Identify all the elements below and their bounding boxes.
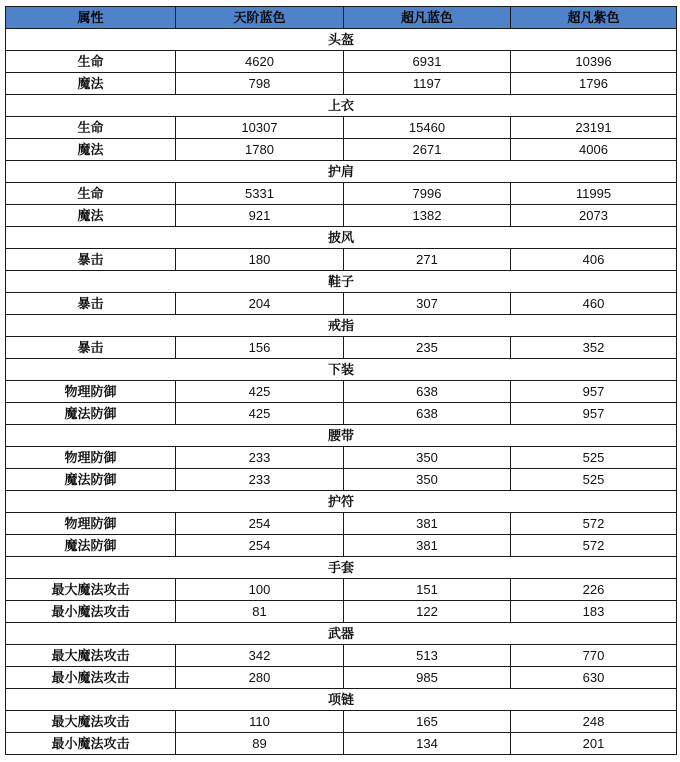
tianjie-blue-cell: 4620	[176, 51, 344, 73]
chaofan-purple-cell: 201	[511, 733, 677, 755]
section-title: 披风	[6, 227, 677, 249]
table-row	[6, 513, 677, 535]
table-row	[6, 337, 677, 359]
attribute-cell: 最小魔法攻击	[6, 733, 176, 755]
tianjie-blue-cell: 180	[176, 249, 344, 271]
chaofan-blue-cell: 235	[344, 337, 511, 359]
section-row	[6, 315, 677, 337]
chaofan-blue-cell: 350	[344, 447, 511, 469]
table-row	[6, 51, 677, 73]
chaofan-blue-cell: 307	[344, 293, 511, 315]
attribute-cell: 最小魔法攻击	[6, 667, 176, 689]
attribute-cell: 最大魔法攻击	[6, 711, 176, 733]
attribute-cell: 魔法防御	[6, 469, 176, 491]
chaofan-blue-cell: 638	[344, 381, 511, 403]
table-row	[6, 381, 677, 403]
table-row	[6, 469, 677, 491]
chaofan-purple-cell: 11995	[511, 183, 677, 205]
tianjie-blue-cell: 921	[176, 205, 344, 227]
attribute-cell: 物理防御	[6, 513, 176, 535]
tianjie-blue-cell: 798	[176, 73, 344, 95]
tianjie-blue-cell: 10307	[176, 117, 344, 139]
chaofan-purple-cell: 23191	[511, 117, 677, 139]
tianjie-blue-cell: 342	[176, 645, 344, 667]
section-row	[6, 359, 677, 381]
tianjie-blue-cell: 280	[176, 667, 344, 689]
table-row	[6, 535, 677, 557]
tianjie-blue-cell: 156	[176, 337, 344, 359]
table-row	[6, 711, 677, 733]
tianjie-blue-cell: 425	[176, 403, 344, 425]
chaofan-purple-cell: 352	[511, 337, 677, 359]
tianjie-blue-cell: 204	[176, 293, 344, 315]
chaofan-blue-cell: 350	[344, 469, 511, 491]
chaofan-blue-cell: 271	[344, 249, 511, 271]
chaofan-blue-cell: 381	[344, 535, 511, 557]
tianjie-blue-cell: 1780	[176, 139, 344, 161]
tianjie-blue-cell: 81	[176, 601, 344, 623]
chaofan-purple-cell: 10396	[511, 51, 677, 73]
attribute-cell: 暴击	[6, 249, 176, 271]
table-row	[6, 403, 677, 425]
table-row	[6, 579, 677, 601]
tianjie-blue-cell: 5331	[176, 183, 344, 205]
section-row	[6, 689, 677, 711]
attribute-cell: 物理防御	[6, 381, 176, 403]
chaofan-purple-cell: 183	[511, 601, 677, 623]
chaofan-blue-cell: 122	[344, 601, 511, 623]
section-row	[6, 623, 677, 645]
section-title: 腰带	[6, 425, 677, 447]
chaofan-purple-cell: 406	[511, 249, 677, 271]
chaofan-purple-cell: 226	[511, 579, 677, 601]
table-row	[6, 183, 677, 205]
chaofan-purple-cell: 957	[511, 381, 677, 403]
section-row	[6, 491, 677, 513]
chaofan-blue-cell: 985	[344, 667, 511, 689]
section-row	[6, 271, 677, 293]
section-title: 下装	[6, 359, 677, 381]
tianjie-blue-cell: 89	[176, 733, 344, 755]
header-attribute: 属性	[6, 7, 176, 29]
table-row	[6, 447, 677, 469]
chaofan-purple-cell: 957	[511, 403, 677, 425]
table-header	[6, 7, 677, 29]
table-row	[6, 601, 677, 623]
chaofan-purple-cell: 525	[511, 469, 677, 491]
section-row	[6, 557, 677, 579]
table-row	[6, 667, 677, 689]
tianjie-blue-cell: 110	[176, 711, 344, 733]
section-title: 武器	[6, 623, 677, 645]
equipment-stats-table	[5, 6, 677, 755]
table-row	[6, 733, 677, 755]
section-row	[6, 29, 677, 51]
section-title: 护符	[6, 491, 677, 513]
attribute-cell: 魔法	[6, 205, 176, 227]
chaofan-purple-cell: 525	[511, 447, 677, 469]
header-row	[6, 7, 677, 29]
table-row	[6, 117, 677, 139]
attribute-cell: 魔法防御	[6, 535, 176, 557]
chaofan-purple-cell: 572	[511, 513, 677, 535]
chaofan-purple-cell: 572	[511, 535, 677, 557]
section-row	[6, 425, 677, 447]
attribute-cell: 生命	[6, 51, 176, 73]
table-row	[6, 73, 677, 95]
table-row	[6, 139, 677, 161]
chaofan-blue-cell: 638	[344, 403, 511, 425]
chaofan-purple-cell: 4006	[511, 139, 677, 161]
chaofan-purple-cell: 248	[511, 711, 677, 733]
attribute-cell: 魔法	[6, 73, 176, 95]
chaofan-purple-cell: 770	[511, 645, 677, 667]
section-row	[6, 161, 677, 183]
chaofan-blue-cell: 6931	[344, 51, 511, 73]
attribute-cell: 暴击	[6, 337, 176, 359]
attribute-cell: 最小魔法攻击	[6, 601, 176, 623]
tianjie-blue-cell: 100	[176, 579, 344, 601]
chaofan-blue-cell: 1197	[344, 73, 511, 95]
tianjie-blue-cell: 254	[176, 535, 344, 557]
chaofan-purple-cell: 2073	[511, 205, 677, 227]
attribute-cell: 暴击	[6, 293, 176, 315]
chaofan-blue-cell: 151	[344, 579, 511, 601]
section-title: 项链	[6, 689, 677, 711]
chaofan-blue-cell: 381	[344, 513, 511, 535]
chaofan-blue-cell: 15460	[344, 117, 511, 139]
section-row	[6, 227, 677, 249]
table-row	[6, 205, 677, 227]
section-title: 护肩	[6, 161, 677, 183]
table-row	[6, 249, 677, 271]
header-chaofan-blue: 超凡蓝色	[344, 7, 511, 29]
attribute-cell: 生命	[6, 183, 176, 205]
section-title: 鞋子	[6, 271, 677, 293]
attribute-cell: 最大魔法攻击	[6, 645, 176, 667]
chaofan-blue-cell: 1382	[344, 205, 511, 227]
chaofan-blue-cell: 7996	[344, 183, 511, 205]
chaofan-blue-cell: 134	[344, 733, 511, 755]
header-tianjie-blue: 天阶蓝色	[176, 7, 344, 29]
section-title: 手套	[6, 557, 677, 579]
section-row	[6, 95, 677, 117]
attribute-cell: 魔法	[6, 139, 176, 161]
tianjie-blue-cell: 254	[176, 513, 344, 535]
chaofan-blue-cell: 165	[344, 711, 511, 733]
section-title: 头盔	[6, 29, 677, 51]
chaofan-purple-cell: 1796	[511, 73, 677, 95]
chaofan-blue-cell: 2671	[344, 139, 511, 161]
attribute-cell: 物理防御	[6, 447, 176, 469]
attribute-cell: 最大魔法攻击	[6, 579, 176, 601]
attribute-cell: 生命	[6, 117, 176, 139]
tianjie-blue-cell: 233	[176, 469, 344, 491]
chaofan-purple-cell: 460	[511, 293, 677, 315]
chaofan-blue-cell: 513	[344, 645, 511, 667]
table-row	[6, 293, 677, 315]
attribute-cell: 魔法防御	[6, 403, 176, 425]
tianjie-blue-cell: 425	[176, 381, 344, 403]
chaofan-purple-cell: 630	[511, 667, 677, 689]
table-row	[6, 645, 677, 667]
section-title: 上衣	[6, 95, 677, 117]
table-body	[6, 29, 677, 755]
header-chaofan-purple: 超凡紫色	[511, 7, 677, 29]
section-title: 戒指	[6, 315, 677, 337]
tianjie-blue-cell: 233	[176, 447, 344, 469]
